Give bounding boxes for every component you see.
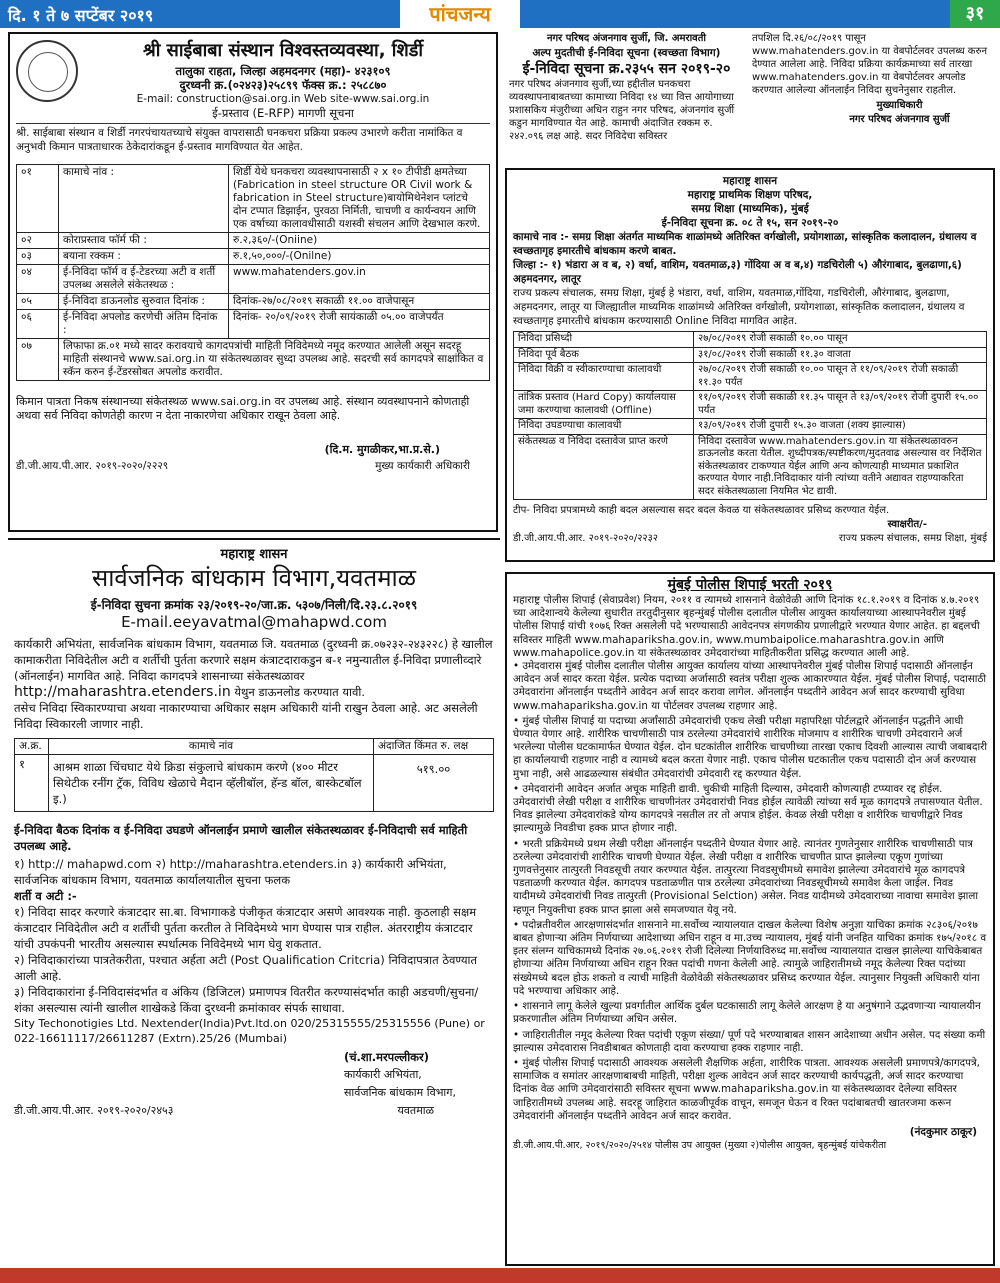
notice-subtitle: अल्प मुदतीची ई-निविदा सूचना (स्वच्छता विभाग) bbox=[532, 47, 721, 59]
bullet-icon: • bbox=[513, 1028, 523, 1041]
tender-url: http://maharashtra.etenders.in bbox=[14, 684, 231, 700]
list-item: • शासनाने लागू केलेले खुल्या प्रवर्गातील आर्थिक दुर्बल घटकासाठी लागू केलेले आरक्षण हे या अनुषंगाने उद्भवणाऱ्या न्यायालयीन प्रकरणातील अंतिम निर्णयाच्या अधिन असेल. bbox=[513, 1000, 981, 1026]
samagra-shiksha-notice bbox=[505, 168, 995, 562]
notice-body-right: तपशिल दि.२६/०८/२०१९ पासून www.mahatenders.gov.in या वेबपोर्टलवर उपलब्ध करुन देण्यात आलेला आहे. निविदा प्रक्रिया कार्यक्रमाच्या सर्व तारखा www.mahatenders.gov.in या वेबपोर्टलवर अपलोड करण्यात आलेल्या ऑनलाईन निविदा सुचनेनुसार राहतील. bbox=[752, 33, 988, 96]
pwd-yavatmal-notice bbox=[8, 538, 500, 1266]
rfp-line: ई-प्रस्ताव (E-RFP) मागणी सूचना bbox=[212, 106, 354, 120]
sai-table bbox=[16, 164, 490, 381]
signatory-name: (दि.म. मुगळीकर,भा.प्र.से.) bbox=[324, 443, 440, 456]
table-row: निविदा प्रसिध्दी २७/०८/२०१९ रोजी सकाळी १०.०० पासून bbox=[514, 332, 987, 348]
term-3: ३) निविदाकारांना ई-निविदासंदर्भात व अंकिय (डिजिटल) प्रमाणपत्र वितरीत करण्यासंदर्भात काही अडचणी/सुचना/शंका असल्यास त्यांनी खालील शाखेकडे किंवा दुरध्वनी क्रमांकावर संपर्क साधावा. bbox=[14, 985, 479, 1015]
email-line: E-mail: construction@sai.org.in Web site-www.sai.org.in bbox=[136, 93, 430, 105]
dgipr-code: डी.जी.आय.पी.आर. २०१९-२०२०/२२३२ bbox=[513, 533, 658, 544]
mumbai-police-notice bbox=[505, 572, 995, 1266]
bottom-bar bbox=[0, 1268, 1000, 1283]
table-row: निविदा उघडण्याचा कालावधी १३/०९/२०१९ रोजी दुपारी १५.३० वाजता (शक्य झाल्यास) bbox=[514, 419, 987, 435]
table-row: ०७ लिफाफा क्र.०१ मध्ये सादर करावयाचे कागदपत्रांची माहिती निविदेमध्ये नमूद करण्यात आलेली असून सदरहू माहिती संस्थानचे www.sai.org.in या संकेतस्थळावर सुध्दा उपलब्ध आहे. सदरची सर्व कागदपत्रे साक्षांकित व स्कॅन करुन ई-टेंडरसोबत अपलोड करावीत. bbox=[17, 339, 490, 381]
bullet-icon: • bbox=[513, 714, 523, 727]
table-row: ०४ ई-निविदा फॉर्म व ई-टेडरच्या अटी व शर्ती उपलब्ध असलेले संकेतस्थळ : www.mahatenders.gov.in bbox=[17, 265, 490, 294]
notice-title: श्री साईबाबा संस्थान विश्वस्तव्यवस्था, शिर्डी bbox=[142, 40, 423, 61]
masthead-logo: पांचजन्य bbox=[400, 0, 520, 28]
table-row: ०२ कोराप्रस्ताव फॉर्म फी : रु.२,३६०/-(Oniine) bbox=[17, 233, 490, 249]
bullet-icon: • bbox=[513, 918, 523, 931]
table-row: निविदा पूर्व बैठक ३१/०८/२०१९ रोजी सकाळी ११.३० वाजता bbox=[514, 347, 987, 363]
address-line: तालुका राहता, जिल्हा अहमदनगर (महा)- ४२३१०९ bbox=[175, 64, 391, 78]
office-heading: समग्र शिक्षा (माध्यमिक), मुंबई bbox=[691, 203, 809, 215]
list-item: • भरती प्रक्रियेमध्ये प्रथम लेखी परीक्षा ऑनलाईन पध्दतीने घेण्यात येणार आहे. त्यानंतर गुणतेनुसार शारीरिक चाचणीसाठी पात्र ठरलेल्या उमेदवारांची शारीरिक चाचणी घेण्यात येईल. लेखी परीक्षा व शारीरिक चाचणीत प्राप्त झालेल्या एकूण गुणांच्या गुणवत्तेनुसार तात्पुरती निवडसूची तयार करण्यात येईल. तात्पुरत्या निवडसूचीमध्ये समावेश झालेल्या उमेदवारांचे मूळ कागदपत्रे पडताळणी करण्यात येईल. कागदपत्र पडताळणीत पात्र ठरलेल्या उमेदवारांच्या निवडसूचीमध्ये समावेश केला जाईल. निवड यादीमध्ये उमेदवारांची निवड तात्पुरती (Provisional Selction) असेल. निवड यादीमध्ये उमेदवाराच्या नावाचा समावेश झाला म्हणून नियुक्तीचा हक्क प्राप्त झाला असे समजण्यात येवू नये. bbox=[513, 837, 978, 916]
signatory-dept: सार्वजनिक बांधकाम विभाग, bbox=[344, 1086, 456, 1099]
gov-heading: महाराष्ट्र शासन bbox=[722, 175, 778, 187]
list-item: • जाहिरातीतील नमूद केलेल्या रिक्त पदांची एकूण संख्या/ पूर्ण पदे भरण्याबाबत शासन आदेशाच्या अधीन असेल. पद संख्या कमी झाल्यास उमेदवारास निवडीबाबत कोणताही दावा करण्याचा हक्क राहणार नाही. bbox=[513, 1028, 986, 1054]
gov-heading: महाराष्ट्र शासन bbox=[220, 547, 288, 562]
bullet-list bbox=[513, 660, 987, 1123]
council-heading: महाराष्ट्र प्राथमिक शिक्षण परिषद, bbox=[687, 189, 813, 201]
table-row: संकेतस्थळ व निविदा दस्तावेज प्राप्त करणे निविदा दस्तावेज www.mahatenders.gov.in या संकेतस्थळावरुन डाऊनलोड करता येतील. शुध्दीपत्रक/स्पष्टीकरण/मुदतवाढ असल्यास वर निर्देशित संकेतस्थळावर टाकण्यात येईल आणि अन्य कोणत्याही माध्यमात प्रकाशित करण्यात येणार नाही.निविदाकार यांनी त्यांच्या वतीने अद्यावत राहण्याकरिता सदर संकेतस्थळाला नियमित भेट द्यावी. bbox=[514, 434, 987, 500]
signatory-name: (नंदकुमार ठाकूर) bbox=[909, 1125, 977, 1138]
dgipr-code: डी.जी.आय.पी.आर. २०१९-२०२०/२२२९ bbox=[16, 460, 169, 472]
intro-text: श्री. साईबाबा संस्थान व शिर्डी नगरपंचायतच्याचे संयुक्त वापरासाठी घनकचरा प्रक्रिया प्रकल्प उभारणे करीता नामांकित व अनुभवी किमान पात्रताधारक ठेकेदारांकडून ई-प्रस्ताव मागविण्यात येत आहेत. bbox=[16, 123, 490, 154]
page-header bbox=[0, 0, 1000, 28]
anjangaon-notice bbox=[505, 30, 995, 160]
signatory-title: मुख्याधिकारी bbox=[876, 100, 923, 111]
list-item: • उमेदवारांनी आवेदन अर्जात अचूक माहिती द्यावी. चुकीची माहिती दिल्यास, उमेदवारी कोणत्याही टप्प्यावर रद्द होईल. उमेदवारांची लेखी परीक्षा व शारीरिक चाचणीनंतर उमेदवारांची निवड होईल त्यावेळी त्यांच्या सर्व मूळ कागदपत्रे तपासण्यात येतील. निवड झालेल्या उमेदवारांकडे योग्य कागदपत्रे नसतील तर तो अपात्र होईल. केवळ लेखी परीक्षा व शारीरिक चाचणीद्वारे निवड झाल्यामुळे निवडीचा हक्क प्राप्त होणार नाही. bbox=[513, 782, 983, 835]
bullet-icon: • bbox=[513, 660, 523, 673]
bullet-icon: • bbox=[513, 837, 523, 850]
footer-line: डी.जी.आय.पी.आर, २०१९/२०२०/२५१४ पोलीस उप आयुक्त (मुख्या २)पोलीस आयुक्त, बृहन्मुंबई यांचेकरीता bbox=[513, 1139, 887, 1151]
phone-line: दुरध्वनी क्र.(०२४२३)२५८९९ फॅक्स क्र.: २५८८७० bbox=[179, 78, 387, 92]
intro-text: महाराष्ट्र पोलीस शिपाई (सेवाप्रवेश) नियम, २०११ व त्यामध्ये शासनाने वेळोवेळी आणि दिनांक १८.१.२०१९ व दिनांक ४.७.२०१९ च्या आदेशान्वये केलेल्या सुधारीत तरतुदीनुसार बृहन्मुंबई पोलीस दलातील पोलीस आयुक्त कार्यालयाच्या आस्थापनेवरील मुंबई पोलीस शिपाई यांची १०७६ रिक्त असलेली पदे भरण्यासाठी आवेदनपत्र संगणकीय प्रणालीद्वारे भरण्यात येणार आहेत. हा बद्दलची सविस्तर माहिती www.mahapariksha.gov.in, www.mumbaipolice.maharashtra.gov.in आणि www.mahapolice.gov.in या संकेतस्थळावर उमेदवारांच्या माहितीकरीता प्रसिद्ध करण्यात आली आहे. bbox=[513, 594, 980, 659]
term-2: २) निविदाकारांच्या पात्रतेकरीता, पश्चात अर्हता अटी (Post Qualification Critcria) निविदापत्रात ठेवण्यात आली आहे. bbox=[14, 953, 478, 983]
signed-label: स्वाक्षरीत/- bbox=[887, 519, 927, 530]
page-number: ३१ bbox=[950, 0, 1000, 28]
list-item: • पदोन्नतीवरील आरक्षणासंदर्भात शासनाने मा.सर्वोच्च न्यायालयात दाखल केलेल्या विशेष अनुज्ञा याचिका क्रमांक २८३०६/२०१७ बाबत होणाऱ्या अंतिम निर्णयाच्या आदेशाच्या अधिन राहून व मा.उच्च न्यायालय, मुंबई यांनी जनहित याचिका क्रमांक १७५/२०१८ व इतर संलग्न याचिकामध्ये दिनांक २७.०६.२०१९ रोजी दिलेल्या निर्णयाविरुध्द मा.सर्वोच्च न्यायालयात दाखल झालेल्या याचिकेबाबत होणाऱ्या अंतिम निर्णयाच्या अधिन राहून रिक्त पदांची गणना केलेली आहे. त्यामुळे जाहिरातीमध्ये नमूद केलेल्या रिक्त पदांच्या संख्येमध्ये बदल होऊ शकतो व त्याची माहिती वेळोवेळी संकेतस्थळावर प्रसिध्द करण्यात येईल. त्यानुसार नियुक्ती अधिकारी यांना पदे भरण्याचा अधिकार आहे. bbox=[513, 918, 987, 997]
table-header: अ.क्र. कामाचे नांव अंदाजित किंमत रु. लक्ष bbox=[15, 739, 494, 755]
signatory-title: राज्य प्रकल्प संचालक, समग्र शिक्षा, मुंबई bbox=[838, 533, 987, 544]
table-row: ०६ ई-निविदा अपलोड करणेची अंतिम दिनांक : दिनांक- २०/०९/२०१९ रोजी सायंकाळी ०५.०० वाजेपर्यंत bbox=[17, 310, 490, 339]
table-row: ०५ ई-निविदा डाऊनलोड सुरुवात दिनांक : दिनांक-२७/०८/२०१९ सकाळी ११.०० वाजेपासून bbox=[17, 294, 490, 310]
signatory-title: मुख्य कार्यकारी अधिकारी bbox=[375, 460, 470, 472]
notice-number: ई-निविदा सूचना क्र.२३५५ सन २०१९-२० bbox=[522, 61, 731, 77]
work-name: कामाचे नाव :- समग्र शिक्षा अंतर्गत माध्यमिक शाळांमध्ये अतिरिक्त वर्गखोली, प्रयोगशाळा, सांस्कृतिक कलादालन, ग्रंथालय व स्वच्छतागृह इमारतीचे बांधकाम करणे बाबत. bbox=[513, 231, 977, 257]
body-text-2: तसेच निविदा स्विकारण्याचा अथवा नाकारण्याचा अधिकार सक्षम अधिकारी यांनी राखुन ठेवला आहे. अट असलेली निविदा स्विकारली जाणार नाही. bbox=[14, 701, 478, 731]
table-row: ०३ बयाना रक्कम : रु.१,५०,०००/-(Onilne) bbox=[17, 249, 490, 265]
tender-number: ई-निविदा सूचना क्र. ०८ ते १५, सन २०१९-२० bbox=[661, 217, 839, 229]
signatory-city: यवतमाळ bbox=[397, 1104, 434, 1117]
issue-date: दि. १ ते ७ सप्टेंबर २०१९ bbox=[0, 0, 400, 28]
bullet-icon: • bbox=[513, 1056, 523, 1069]
notice-org: नगर परिषद अंजनगाव सुर्जी, जि. अमरावती bbox=[546, 33, 707, 44]
list-item: • उमेदवारास मुंबई पोलीस दलातील पोलीस आयुक्त कार्यालय यांच्या आस्थापनेवरील मुंबई पोलीस शिपाई पदासाठी ऑनलाईन आवेदन अर्ज सादर करता येईल. प्रत्येक पदाच्या अर्जासाठी स्वतंत्र परीक्षा शुल्क आकारण्यात येईल. मुंबई पोलीस शिपाई, पदासाठी उमेदवारांना ऑनलाईन पध्दतीने आवेदन अर्ज सादर करावा लागेल. ऑनलाईन पध्दतीने आवेदन अर्ज सादर करण्याची सुविधा www.mahapariksha.gov.in या पोर्टलवर उपलब्ध राहणार आहे. bbox=[513, 660, 987, 712]
term-1: १) निविदा सादर करणारे कंत्राटदार सा.बा. विभागाकडे पंजीकृत कंत्राटदार असणे आवश्यक नाही. कुठलाही सक्षम कंत्राटदार निविदेतील अटी व शर्तीची पुर्तता करतील ते निविदेमध्ये भाग घेण्यास पात्र राहील. अंतरराष्ट्रीय कंत्राटदार यांची उपकंपनी भारतीय असल्यास स्पर्धात्मक निविदेमध्ये भाग घेवु शकतात. bbox=[14, 905, 477, 951]
body-text: कार्यकारी अभियंता, सार्वजनिक बांधकाम विभाग, यवतमाळ जि. यवतमाळ (दुरध्वनी क्र.०७२३२-२४३२२८) हे खालील कामाकरीता निविदेतील अटी व शर्तीची पुर्तता करणारे सक्षम कंत्राटदाराकडुन ब-१ नमुन्यातील ई-निविदा प्रणालीव्दारे (ऑनलाईन) मागवित आहे. निविदा कागदपत्रे शासनाच्या संकेतस्थळावर http://maharashtra.etenders.in येथुन डाऊनलोड करण्यात यावी. bbox=[14, 637, 493, 700]
department-title: सार्वजनिक बांधकाम विभाग,यवतमाळ bbox=[91, 564, 417, 592]
list-item: • मुंबई पोलीस शिपाई या पदाच्या अर्जांसाठी उमेदवारांची एकच लेखी परीक्षा महापरिक्षा पोर्टलद्वारे ऑनलाईन पद्धतीने आधी घेण्यात येणार आहे. शारीरिक चाचणीसाठी पात्र ठरलेल्या उमेदवारांचे शारीरिक मोजमाप व शारीरिक चाचणी उमेदवाराने अर्ज भरलेल्या पोलीस घटकामार्फत घेण्यात येईल. दोन घटकांतील शारीरिक चाचणीच्या तारखा एकाच दिवशी आल्यास त्याची जबाबदारी हा कार्यालयाची राहणार नाही व त्यामध्ये बदल करता येणार नाही. एकाच पोलीस घटकातील एकच पदासाठी दोन अर्ज करण्यास मुभा नाही, असे आढळल्यास संबंधीत उमेदवारांची उमेदवारी रद्द करण्यात येईल. bbox=[513, 714, 988, 780]
terms-heading: शर्ती व अटी :- bbox=[14, 889, 77, 903]
contact-info: Sity Techonotigies Ltd. Nextender(India)Pvt.ltd.on 020/25315555/25315556 (Pune) or 022-16611117/26611287 (Extrn).25/26 (Mumbai) bbox=[14, 1017, 485, 1045]
note-text: टीप- निविदा प्रपत्रामध्ये काही बदल असल्यास सदर बदल केवळ या संकेतस्थळावर प्रसिध्द करण्यात येईल. bbox=[513, 505, 890, 516]
bullet-icon: • bbox=[513, 782, 523, 795]
bullet-icon: • bbox=[513, 1000, 523, 1013]
bold-info: ई-निविदा बैठक दिनांक व ई-निविदा उघडणे ऑनलाईन प्रमाणे खालील संकेतस्थळावर ई-निविदाची सर्व माहिती उपलब्ध आहे. bbox=[14, 823, 468, 853]
table-row: ०१ कामाचे नांव : शिर्डी येथे घनकचरा व्यवस्थापनासाठी २ x १० टीपीडी क्षमतेच्या (Fabrication in steel structure OR Civil work & fabrication in Steel structure)बायोमिथेनेशन प्लांटचे दोन टप्पात डिझाईन, पुरवठा निर्मिती, चाचणी व कार्यन्वयन आणि एक वर्षाच्या कालावधीसाठी यशस्वी संचलन आणि देखभाल करणे. bbox=[17, 165, 490, 233]
dgipr-code: डी.जी.आय.पी.आर. २०१९-२०२०/२४५३ bbox=[14, 1104, 174, 1117]
header-bar bbox=[520, 0, 950, 28]
signatory-org: नगर परिषद अंजनगाव सुर्जी bbox=[849, 114, 950, 125]
email-line: E-mail.eeyavatmal@mahapwd.com bbox=[121, 613, 387, 631]
list-item: • मुंबई पोलीस शिपाई पदासाठी आवश्यक असलेली शैक्षणिक अर्हता, शारीरिक पात्रता. आवश्यक असलेली प्रमाणपत्रे/कागदपत्रे, सामाजिक व समांतर आरक्षणाबाबची माहिती, परीक्षा शुल्क आवेदन अर्ज सादर करण्याची कार्यपद्धती, अर्ज सादर करण्याचा दिनांक वेळ आणि उमेदवारांसाठी सविस्तर सूचना www.mahapariksha.gov.in या संकेतस्थळावर देलेल्या सविस्तर जाहिरातीमध्ये उपलब्ध आहे. सदरहू जाहिरात काळजीपूर्वक वाचून, समजून घेऊन व रिक्त पदांबाबतची खातरजमा करून उमेदवारांनी ऑनलाईन पध्दतीने आवेदन अर्ज सादर करावेत. bbox=[513, 1056, 980, 1122]
signatory-title: कार्यकारी अभियंता, bbox=[344, 1068, 422, 1081]
intro-text: राज्य प्रकल्प संचालक, समग्र शिक्षा, मुंबई हे भंडारा, वर्धा, वाशिम, यवतमाळ,गोंदिया, गडचिरोली, औरंगाबाद, बुलढाणा, अहमदनगर, लातूर या जिल्ह्यातील माध्यमिक शाळांमध्ये अतिरिक्त वर्गखोली, प्रयोगशाळा, सांस्कृतिक कलादालन, ग्रंथालय व स्वच्छतागृह इमारतीचे बांधकाम करण्यासाठी Online निविदा मागवित आहेत. bbox=[513, 287, 965, 327]
table-row: तांत्रिक प्रस्ताव (Hard Copy) कार्यालयास जमा करण्याचा कालावधी (Offline) ११/०९/२०१९ रोजी सकाळी ११.३५ पासून ते १३/०९/२०१९ रोजी दुपारी १५.०० पर्यंत bbox=[514, 391, 987, 419]
table-row: निविदा विक्री व स्वीकारण्याचा कालावधी २७/०८/२०१९ रोजी सकाळी १०.०० पासून ते ११/०९/२०१९ रोजी सकाळी ११.३० पर्यंत bbox=[514, 363, 987, 391]
notice-title: मुंबई पोलीस शिपाई भरती २०१९ bbox=[667, 577, 833, 593]
sai-sansthan-notice bbox=[8, 32, 498, 532]
sansthan-seal-icon bbox=[16, 40, 78, 102]
signatory-name: (चं.शा.मरपल्लीकर) bbox=[344, 1050, 429, 1064]
schedule-table bbox=[513, 331, 987, 500]
notice-body-left: नगर परिषद अंजनगाव सुर्जी,च्या हद्दीतील घनकचरा व्यवस्थापनाबाबतच्या कामाच्या निविदा १४ च्या वित्त आयोगाच्या प्रशासकिय मंजुरीच्या अधिन राहुन नगर परिषद, अंजनगांव सुर्जी कडुन मागविण्यात येत आहे. कामाची अंदाजित रक्कम रु. २४२.०९६ लक्ष आहे. सदर निविदेचा सविस्तर bbox=[509, 79, 735, 142]
districts: जिल्हा :- १) भंडारा अ व ब, २) वर्धा, वाशिम, यवतमाळ,३) गोंदिया अ व ब,४) गडचिरोली ५) औरंगाबाद, बुलढाणा,६) अहमदनगर, लातूर bbox=[513, 259, 962, 285]
work-table bbox=[14, 738, 494, 812]
footer-text: किमान पात्रता निकष संस्थानच्या संकेतस्थळ www.sai.org.in वर उपलब्ध आहे. संस्थान व्यवस्थापनाने कोणताही अथवा सर्व निविदा कोणतेही कारण न देता नाकारणेचा अधिकार राखून ठेवला आहे. bbox=[16, 395, 470, 422]
links-text: १) http:// mahapwd.com २) http://maharashtra.etenders.in ३) कार्यकारी अभियंता, सार्वजनिक बांधकाम विभाग, यवतमाळ कार्यालयातील सुचना फलक bbox=[14, 857, 447, 887]
table-row: १ आश्रम शाळा चिंचघाट येथे क्रिडा संकुलाचे बांधकाम करणे (४०० मीटर सिथेटीक रनींग ट्रॅक, विविध खेळाचे मैदान व्हॅलीबॉल, हॅन्ड बॉल, बास्केटबॉल इ.) ५१९.०० bbox=[15, 755, 494, 812]
tender-ref: ई-निविदा सुचना क्रमांक २३/२०१९-२०/जा.क्र. ५३०७/निली/दि.२३.८.२०१९ bbox=[90, 598, 418, 612]
